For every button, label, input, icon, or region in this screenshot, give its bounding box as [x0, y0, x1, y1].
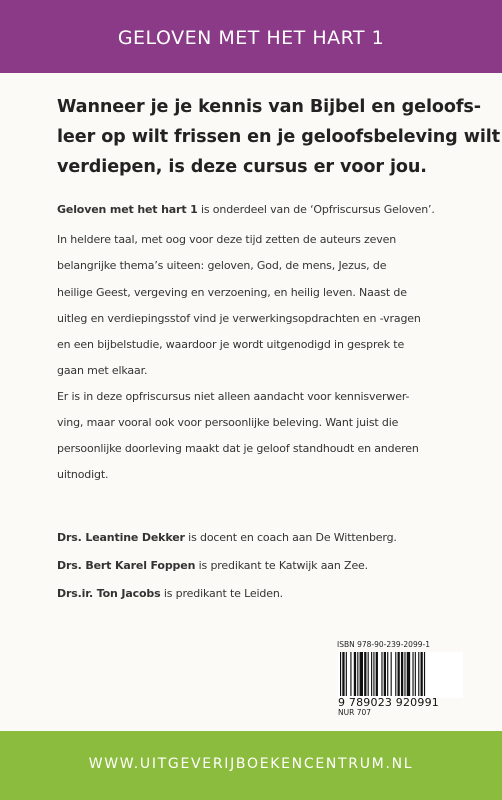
barcode-bar — [354, 652, 356, 696]
barcode-bar — [398, 652, 400, 696]
barcode-bar — [421, 652, 423, 696]
barcode-bar — [424, 652, 425, 696]
barcode-bar — [364, 652, 366, 696]
lead-line: verdiepen, is deze cursus er voor jou. — [57, 157, 427, 177]
author-role: is predikant te Katwijk aan Zee. — [195, 559, 369, 572]
barcode-bar — [395, 652, 396, 696]
barcode-bar — [340, 652, 341, 696]
barcode-bar — [371, 652, 372, 696]
barcode-bar — [376, 652, 378, 696]
barcode-bar — [357, 652, 358, 696]
lead-line: Wanneer je je kennis van Bijbel en geloofs- — [57, 97, 481, 117]
body-line: gaan met elkaar. — [57, 364, 148, 377]
nur-code: NUR 707 — [338, 708, 372, 717]
body-line: ving, maar vooral ook voor persoonlijke beleving. Want juist die — [57, 416, 399, 429]
barcode — [338, 652, 463, 698]
barcode-bar — [404, 652, 405, 696]
body-line: In heldere taal, met oog voor deze tijd zetten de auteurs zeven — [57, 233, 397, 246]
author-name: Drs. Leantine Dekker — [57, 531, 185, 544]
barcode-digits: 9 789023 920991 — [338, 696, 439, 709]
body-line: persoonlijke doorleving maakt dat je geloof standhoudt en anderen — [57, 442, 419, 455]
author-line — [57, 587, 283, 600]
intro-line — [57, 203, 435, 216]
header-band — [0, 0, 502, 73]
author-line — [57, 531, 397, 544]
body-line: Er is in deze opfriscursus niet alleen aandacht voor kennisverwer- — [57, 390, 410, 403]
lead-text — [57, 92, 501, 182]
barcode-bar — [407, 652, 410, 696]
book-title: Geloven met het hart 1 — [57, 203, 198, 216]
author-line — [57, 559, 368, 572]
barcode-bar — [418, 652, 419, 696]
lead-line: leer op wilt frissen en je geloofsbeleving wilt — [57, 127, 501, 147]
intro-text: is onderdeel van de ‘Opfriscursus Geloven’. — [197, 203, 435, 216]
publisher-url[interactable]: WWW.UITGEVERIJBOEKENCENTRUM.NL — [88, 755, 414, 772]
barcode-bar — [368, 652, 369, 696]
body-line: heilige Geest, vergeving en verzoening, en heilig leven. Naast de — [57, 286, 407, 299]
author-role: is predikant te Leiden. — [160, 587, 284, 600]
body-line: uitnodigt. — [57, 468, 109, 481]
series-title: GELOVEN MET HET HART 1 — [117, 26, 385, 49]
isbn-label: ISBN 978-90-239-2099-1 — [337, 640, 430, 649]
barcode-bar — [342, 652, 344, 696]
body-line: uitleg en verdiepingsstof vind je verwerkingsopdrachten en -vragen — [57, 312, 421, 325]
barcode-graphic — [338, 652, 463, 698]
author-name: Drs.ir. Ton Jacobs — [57, 587, 161, 600]
barcode-bar — [381, 652, 382, 696]
barcode-bar — [415, 652, 416, 696]
author-role: is docent en coach aan De Wittenberg. — [184, 531, 397, 544]
body-line: belangrijke thema’s uiteen: geloven, God, de mens, Jezus, de — [57, 259, 387, 272]
barcode-bar — [346, 652, 347, 696]
footer-band — [0, 731, 502, 800]
barcode-bar — [401, 652, 403, 696]
barcode-bar — [360, 652, 363, 696]
barcode-bar — [373, 652, 374, 696]
barcode-bar — [350, 652, 351, 696]
barcode-bar — [412, 652, 413, 696]
author-name: Drs. Bert Karel Foppen — [57, 559, 196, 572]
barcode-bar — [384, 652, 386, 696]
barcode-bar — [387, 652, 388, 696]
barcode-bar — [391, 652, 392, 696]
body-line: en een bijbelstudie, waardoor je wordt uitgenodigd in gesprek te — [57, 338, 405, 351]
